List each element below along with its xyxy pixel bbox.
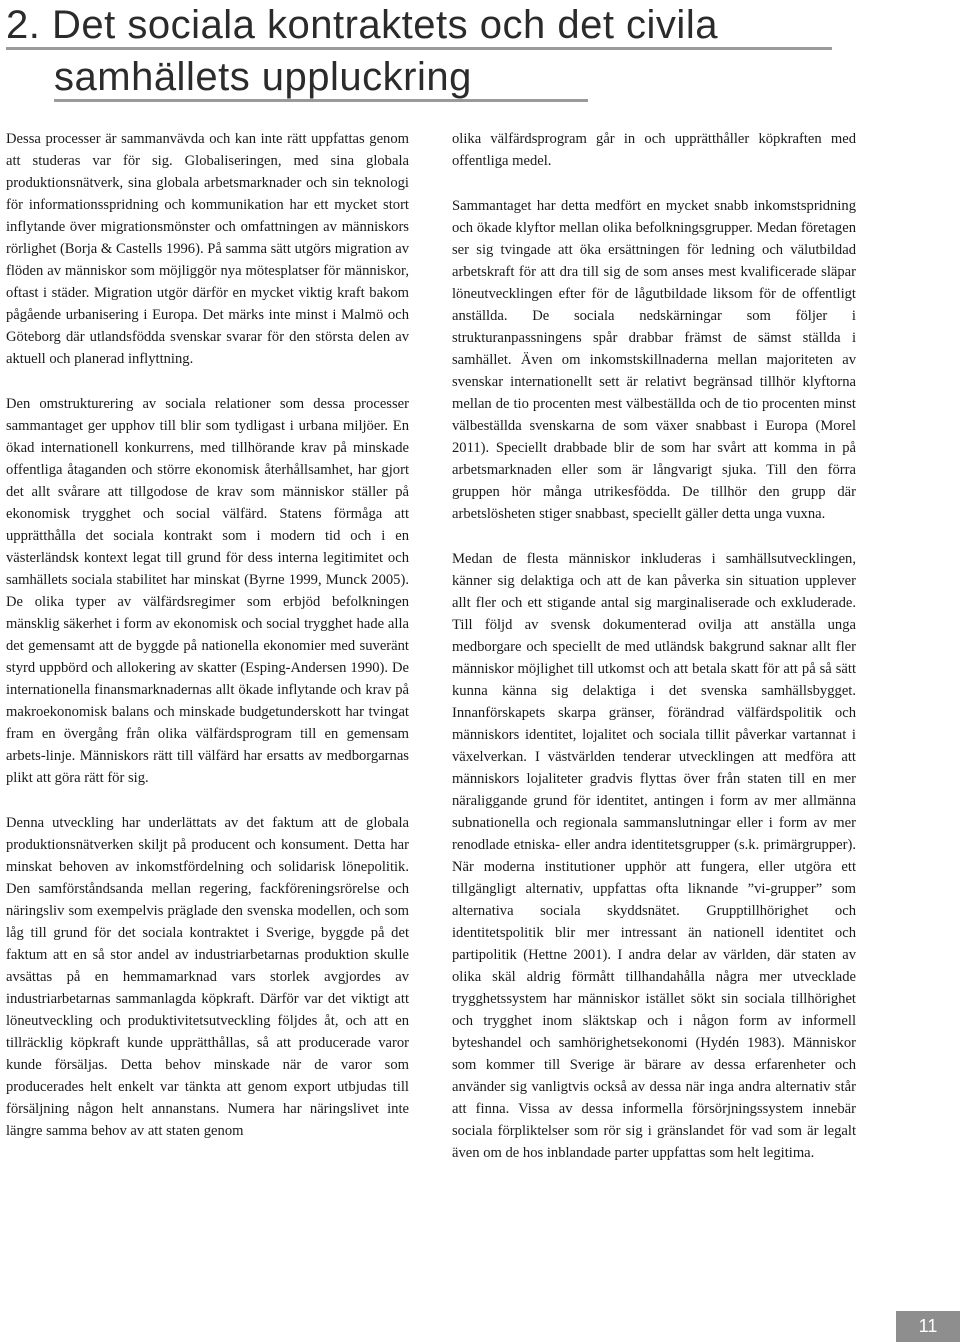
body-paragraph: Dessa processer är sammanvävda och kan inte rätt uppfattas genom att studeras var för sig. Globaliseringen, med sina globala produktionsnätverk, sina globala arbetsmarknader och sin teknologi för informationsspridning och kommunikation har ett mycket stort inflytande över migrationsmönster och omfattningen av människors rörlighet (Borja & Castells 1996). På samma sätt utgörs migration av flöden av människor som möjliggör nya mötesplatser för människor, oftast i städer. Migration utgör därför en mycket viktig kraft bakom pågående urbanisering i Europa. Det märks inte minst i Malmö och Göteborg där utlandsfödda svenskar svarar för den största delen av aktuell och planerad inflyttning. bbox=[6, 131, 409, 367]
body-paragraph: Sammantaget har detta medfört en mycket snabb inkomstspridning och ökade klyftor mellan olika befolkningsgrupper. Medan företagen ser sig tvingade att öka ersättningen för ledning och välutbildad arbetskraft för att dra till sig de som anses mest kvalificerade släpar löneutvecklingen efter för de lågutbildade liksom för de offentligt anställda. De sociala nedskärningar som följer i strukturanpassningens spår drabbar främst de sämst ställda i samhället. Även om inkomstskillnaderna mellan majoriteten av svenskar internationellt sett är relativt begränsad tillhör klyftorna mellan de tio procenten mest välbeställda och de tio procenten minst välbeställda svenskarna de som växer snabbast i Europa (Morel 2011). Speciellt drabbade blir de som har svårt att komma in på arbetsmarknaden eller som är långvarigt sjuka. Till den förra gruppen hör många utrikesfödda. De tillhör den grupp där arbetslösheten stiger snabbast, speciellt gäller detta unga vuxna. bbox=[452, 198, 856, 522]
chapter-heading-line-2: samhällets uppluckring bbox=[54, 55, 472, 99]
body-paragraph: Den omstrukturering av sociala relationer som dessa processer sammantaget ger upphov till blir som tydligast i urbana miljöer. En ökad internationell konkurrens, med tillhörande krav på minskade offentliga åtaganden och större ekonomisk återhållsamhet, har gjort det allt svårare att tillgodose de krav som människor ställer på ekonomisk trygghet och social välfärd. Statens förmåga att upprätthålla det sociala kontrakt som i modern tid och i en västerländsk kontext legat till grund för dess interna legitimitet och samhällets sociala stabilitet har minskat (Byrne 1999, Munck 2005). De olika typer av välfärdsregimer som erbjöd befolkningen mänsklig säkerhet i form av ekonomisk och social trygghet hade alla det gemensamt att de byggde på nationella ekonomier med suveränt styrd uppbörd och allokering av skatter (Esping-Andersen 1990). De internationella finansmarknadernas allt ökade inflytande och krav på makroekonomisk balans och minskade budgetunderskott har tvingat fram en övergång från olika välfärdsprogram till en gemensam arbets-linje. Människors rätt till välfärd har ersatts av medborgarnas plikt att göra rätt för sig. bbox=[6, 396, 409, 786]
right-text-column bbox=[452, 128, 856, 1164]
page-number: 11 bbox=[896, 1311, 960, 1342]
chapter-heading bbox=[6, 0, 846, 102]
chapter-heading-line-1: 2. Det sociala kontraktets och det civila bbox=[6, 3, 718, 47]
left-text-column bbox=[6, 128, 409, 1142]
body-paragraph: Denna utveckling har underlättats av det faktum att de globala produktionsnätverken skiljt på producent och konsument. Detta har minskat behoven av inkomstfördelning och solidarisk lönepolitik. Den samförståndsanda mellan regering, fackföreningsrörelse och näringsliv som exempelvis präglade den svenska modellen, och som låg till grund för det sociala kontraktet i Sverige, byggde på det faktum att en så stor andel av industriarbetarnas produktion skulle avsättas på en hemmamarknad vars storlek avgjordes av industriarbetarnas sammanlagda köpkraft. Därför var det viktigt att löneutveckling och produktivitetsutveckling följdes åt, och att en tillräcklig köpkraft kunde upprätthållas, så att producerade varor kunde försäljas. Detta behov minskade när de varor som producerades helt enkelt var tänkta att genom export utbjudas till försäljning någon helt annanstans. Numera har näringslivet inte längre samma behov av att staten genom bbox=[6, 815, 409, 1139]
body-paragraph: olika välfärdsprogram går in och upprätthåller köpkraften med offentliga medel. bbox=[452, 131, 856, 169]
body-paragraph: Medan de flesta människor inkluderas i samhällsutvecklingen, känner sig delaktiga och att de kan påverka sin situation upplever allt fler och ett stigande antal sig marginaliserade och exkluderade. Till följd av svensk dokumenterad ovilja att anställa unga medborgare och speciellt de med utländsk bakgrund saknar allt fler människor möjlighet till utkomst och att betala skatt för att på så sätt kunna känna sig delaktiga i det svenska samhällsbygget. Innanförskapets skarpa gränser, förändrad välfärdspolitik och människors identitet, lojalitet och sociala tillit påverkar vartannat i växelverkan. I västvärlden tenderar utvecklingen att medföra att människors lojaliteter gradvis flyttas över från staten till en mer näraliggande grund för identitet, antingen i form av mer allmänna subnationella och regionala sammanslutningar eller i form av mer renodlade etniska- eller andra identitetsgrupper (s.k. primärgrupper). När moderna institutioner upphör att fungera, eller utgöra ett tillgängligt alternativ, uppfattas ofta liknande ”vi-grupper” som alternativa sociala skyddsnätet. Grupptillhörighet och identitetspolitik blir mer intressant än nationell identitet och partipolitik (Hettne 2001). I andra delar av världen, där staten av olika skäl aldrig förmått tillhandahålla några mer utvecklade trygghetssystem har människor istället sökt sin sociala tillhörighet och trygghet inom släktskap och i någon form av informell byteshandel och samhörighetsekonomi (Hydén 1983). Människor som kommer till Sverige är bärare av dessa erfarenheter och använder sig vanligtvis också av dessa när inga andra alternativ står att finna. Vissa av dessa informella försörjningssystem innebär sociala förpliktelser som rör sig i gränslandet för vad som är legalt även om de hos inblandade parter uppfattas som helt legitima. bbox=[452, 551, 856, 1161]
